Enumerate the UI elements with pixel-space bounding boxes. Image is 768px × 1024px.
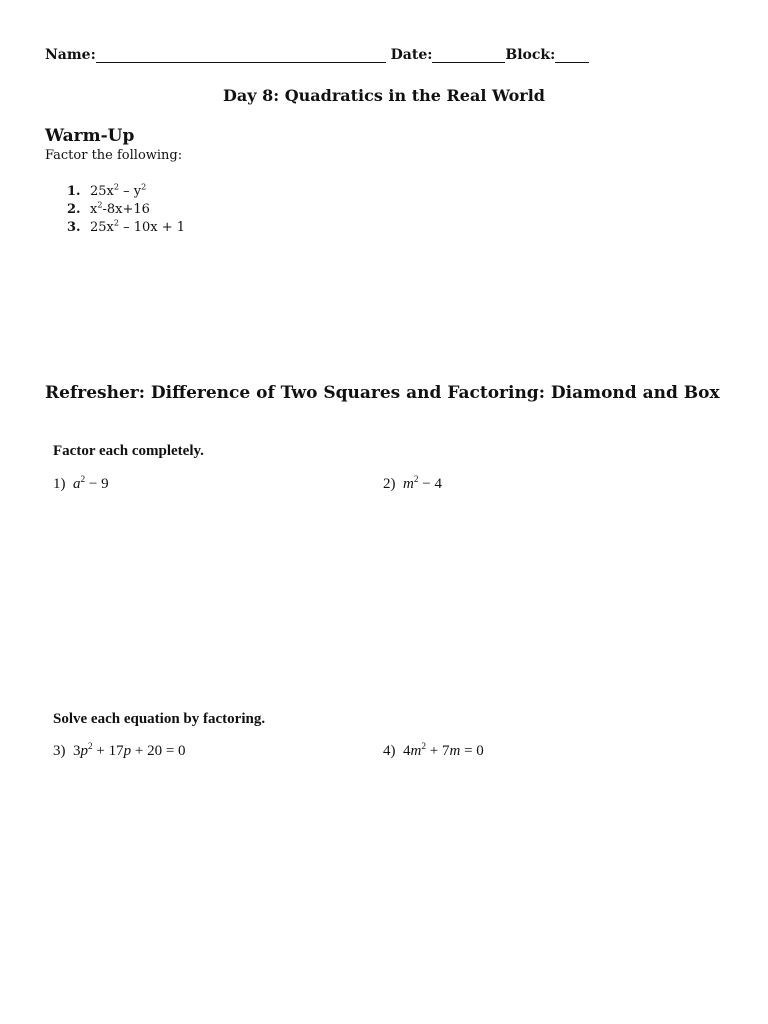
problem-2: 2) $m^2 - 4$	[383, 475, 442, 492]
page-title: Day 8: Quadratics in the Real World	[222, 86, 545, 105]
warmup-item-1: 1. $25x^2 - y^2$	[67, 182, 147, 199]
date-label: Date:	[390, 47, 433, 63]
warmup-item-3: 3. $25x^2 - 10x + 1$	[67, 218, 186, 235]
warmup-instruction: Factor the following:	[45, 148, 183, 163]
name-label: Name:	[45, 47, 96, 63]
refresher-heading: Refresher: Difference of Two Squares and Factoring: Diamond and Box	[45, 383, 720, 403]
solve-section-heading: Solve each equation by factoring.	[53, 711, 266, 727]
problem-4: 4) $4m^2 + 7m = 0$	[383, 742, 484, 759]
problem-1: 1) $a^2 - 9$	[53, 475, 109, 492]
factor-section-heading: Factor each completely.	[53, 443, 204, 459]
block-label: Block:	[505, 47, 556, 63]
warmup-list	[45, 183, 185, 237]
problem-3: 3) $3p^2 + 17p + 20 = 0$	[53, 742, 186, 759]
warmup-heading: Warm-Up	[45, 126, 135, 146]
warmup-expression-2: $x^2-8x+16$	[90, 200, 150, 217]
student-info-header	[45, 47, 589, 63]
warmup-item-2: 2. $x^2-8x+16$	[67, 200, 150, 217]
block-blank[interactable]	[555, 48, 589, 63]
name-blank[interactable]	[96, 48, 386, 63]
date-blank[interactable]	[432, 48, 505, 63]
warmup-expression-3: $25x^2 - 10x + 1$	[90, 218, 186, 235]
warmup-expression-1: $25x^2 - y^2$	[90, 182, 147, 199]
